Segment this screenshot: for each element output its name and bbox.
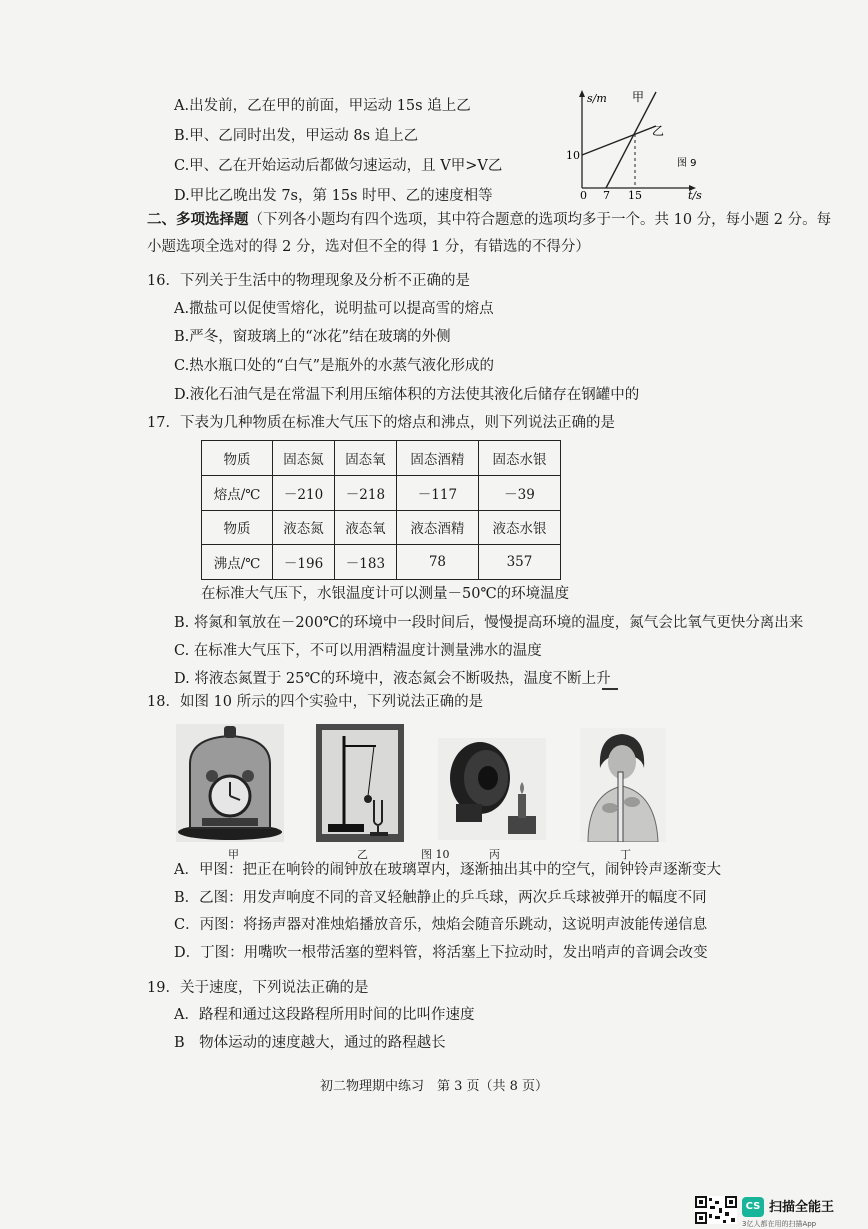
graph-line-yi [582, 126, 656, 155]
fig-label-jia: 甲 [228, 848, 239, 861]
speaker-candle-figure [438, 738, 546, 840]
q19-option-a: A．路程和通过这段路程所用时间的比叫作速度 [174, 1007, 475, 1023]
scanner-tagline: 3亿人都在用的扫描App [742, 1220, 817, 1228]
bell-jar-figure [176, 724, 284, 842]
scanner-brand-name: 扫描全能王 [769, 1200, 835, 1215]
fig-label-ding: 丁 [620, 848, 631, 861]
table-cell: 78 [396, 545, 478, 580]
q18-stem: 18．如图 10 所示的四个实验中，下列说法正确的是 [147, 694, 484, 710]
q15-option-b: B.甲、乙同时出发，甲运动 8s 追上乙 [174, 128, 419, 144]
section2-title: 二、多项选择题 [147, 211, 249, 228]
section2-desc-1: （下列各小题均有四个选项，其中符合题意的选项均多于一个。共 10 分，每小题 2 分。每 [248, 212, 832, 228]
section2-desc-2: 小题选项全选对的得 2 分，选对但不全的得 1 分，有错选的不得分） [147, 239, 590, 255]
table-cell: 物质 [202, 441, 273, 476]
q16-option-d: D.液化石油气是在常温下利用压缩体积的方法使其液化后储存在钢罐中的 [174, 387, 640, 403]
graph-jia-label: 甲 [632, 90, 645, 104]
table-cell: －183 [334, 545, 396, 580]
graph-y-tick: 10 [566, 149, 580, 162]
q19-option-b: B 物体运动的速度越大，通过的路程越长 [174, 1035, 446, 1051]
fig-label-bing: 丙 [489, 848, 500, 861]
graph-x-tick-15: 15 [628, 189, 642, 200]
table-row [202, 441, 561, 476]
qr-code-icon [695, 1196, 737, 1224]
table-cell: －218 [334, 475, 396, 510]
graph-line-jia [606, 92, 656, 188]
q15-option-a: A.出发前，乙在甲的前面，甲运动 15s 追上乙 [174, 98, 471, 114]
table-cell: 物质 [202, 510, 273, 545]
s-t-graph [560, 88, 710, 200]
page-footer: 初二物理期中练习 第 3 页（共 8 页） [319, 1079, 549, 1094]
whistle-figure [580, 728, 666, 842]
scanner-badge-icon: CS [742, 1197, 764, 1217]
q15-option-d: D.甲比乙晚出发 7s，第 15s 时甲、乙的速度相等 [174, 188, 493, 204]
graph-fig-label: 图 9 [677, 158, 697, 169]
table-cell: 液态酒精 [396, 510, 478, 545]
fig-label-yi: 乙 [357, 848, 368, 861]
section2-header [147, 210, 831, 230]
melting-boiling-table [201, 440, 561, 580]
table-cell: 固态水银 [478, 441, 560, 476]
q17-option-a: 在标准大气压下，水银温度计可以测量－50℃的环境温度 [201, 586, 570, 602]
q16-option-a: A.撒盐可以促使雪熔化，说明盐可以提高雪的熔点 [174, 301, 494, 317]
table-cell: －117 [396, 475, 478, 510]
q16-option-c: C.热水瓶口处的“白气”是瓶外的水蒸气液化形成的 [174, 358, 495, 374]
graph-yi-label: 乙 [652, 124, 665, 138]
q16-option-b: B.严冬，窗玻璃上的“冰花”结在玻璃的外侧 [174, 329, 451, 345]
q18-option-a: A．甲图：把正在响铃的闹钟放在玻璃罩内，逐渐抽出其中的空气，闹钟铃声逐渐变大 [174, 862, 721, 878]
q15-option-c: C.甲、乙在开始运动后都做匀速运动，且 V甲>V乙 [174, 158, 503, 174]
table-cell: 固态氮 [273, 441, 335, 476]
table-cell: 熔点/℃ [202, 475, 273, 510]
table-cell: －196 [273, 545, 335, 580]
table-row [202, 545, 561, 580]
tuning-fork-figure [316, 724, 404, 842]
graph-origin: 0 [580, 189, 587, 200]
table-row [202, 510, 561, 545]
q18-option-c: C．丙图：将扬声器对准烛焰播放音乐，烛焰会随音乐跳动，这说明声波能传递信息 [174, 917, 708, 933]
table-cell: 液态氧 [334, 510, 396, 545]
graph-y-label: s/m [587, 92, 607, 105]
fig-label-fig10: 图 10 [421, 848, 450, 861]
table-cell: －210 [273, 475, 335, 510]
q19-stem: 19．关于速度，下列说法正确的是 [147, 980, 369, 996]
q16-stem: 16．下列关于生活中的物理现象及分析不正确的是 [147, 273, 470, 289]
graph-x-tick-7: 7 [603, 189, 610, 200]
table-cell: 液态氮 [273, 510, 335, 545]
table-cell: 固态氧 [334, 441, 396, 476]
table-cell: 固态酒精 [396, 441, 478, 476]
table-cell: 沸点/℃ [202, 545, 273, 580]
q18-option-b: B．乙图：用发声响度不同的音叉轻触静止的乒乓球，两次乒乓球被弹开的幅度不同 [174, 890, 707, 906]
table-cell: －39 [478, 475, 560, 510]
q17-stem: 17．下表为几种物质在标准大气压下的熔点和沸点，则下列说法正确的是 [147, 415, 615, 431]
stray-mark [602, 688, 618, 690]
table-cell: 液态水银 [478, 510, 560, 545]
table-row [202, 475, 561, 510]
q17-option-d: D. 将液态氮置于 25℃的环境中，液态氮会不断吸热，温度不断上升 [174, 671, 611, 687]
q18-option-d: D．丁图：用嘴吹一根带活塞的塑料管，将活塞上下拉动时，发出哨声的音调会改变 [174, 945, 708, 961]
q17-option-c: C. 在标准大气压下，不可以用酒精温度计测量沸水的温度 [174, 643, 542, 659]
scanner-watermark [742, 1196, 858, 1228]
graph-x-label: t/s [688, 189, 702, 200]
q17-option-b: B. 将氮和氧放在－200℃的环境中一段时间后，慢慢提高环境的温度，氮气会比氧气更快分离出来 [174, 615, 804, 631]
table-cell: 357 [478, 545, 560, 580]
